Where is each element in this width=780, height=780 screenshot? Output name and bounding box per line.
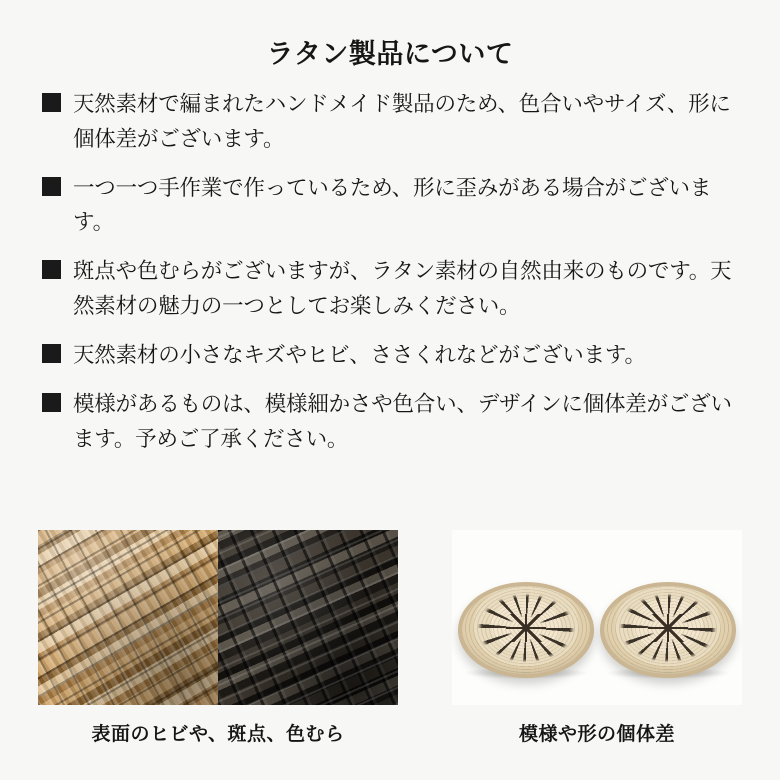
rattan-basket (600, 582, 736, 678)
list-item (42, 254, 754, 324)
figure-pattern-variation (452, 530, 742, 746)
list-item-text: 斑点や色むらがございますが、ラタン素材の自然由来のものです。天然素材の魅力の一つとしてお楽しみください。 (73, 259, 732, 319)
patterned-rattan-baskets-photo (452, 530, 742, 705)
basket-rim (458, 582, 594, 678)
rattan-basket (458, 582, 594, 678)
list-item (42, 87, 754, 157)
figure-images (38, 530, 398, 705)
list-item (42, 387, 754, 457)
figure-caption: 模様や形の個体差 (518, 724, 675, 745)
square-bullet-icon (42, 177, 61, 196)
square-bullet-icon (42, 393, 61, 412)
square-bullet-icon (42, 260, 61, 279)
list-item-text: 一つ一つ手作業で作っているため、形に歪みがある場合がございます。 (73, 175, 712, 235)
list-item-text: 天然素材の小さなキズやヒビ、ささくれなどがございます。 (73, 342, 646, 367)
photo-gallery (0, 530, 780, 746)
rattan-weave-dark-photo (218, 530, 398, 705)
basket-center-star (506, 614, 546, 642)
figure-images (452, 530, 742, 705)
figure-surface-detail (38, 530, 398, 746)
basket-center-star (648, 614, 688, 642)
list-item (42, 171, 754, 241)
square-bullet-icon (42, 344, 61, 363)
list-item-text: 天然素材で編まれたハンドメイド製品のため、色合いやサイズ、形に個体差がございます。 (73, 92, 731, 151)
list-item-text: 模様があるものは、模様細かさや色合い、デザインに個体差がございます。予めご了承ください。 (73, 391, 732, 451)
rattan-weave-light-photo (38, 530, 218, 705)
notes-list (0, 79, 780, 456)
figure-caption: 表面のヒビや、斑点、色むら (91, 724, 345, 745)
square-bullet-icon (42, 93, 61, 112)
page-title: ラタン製品について (266, 39, 514, 69)
basket-rim (600, 582, 736, 678)
list-item (42, 338, 754, 373)
